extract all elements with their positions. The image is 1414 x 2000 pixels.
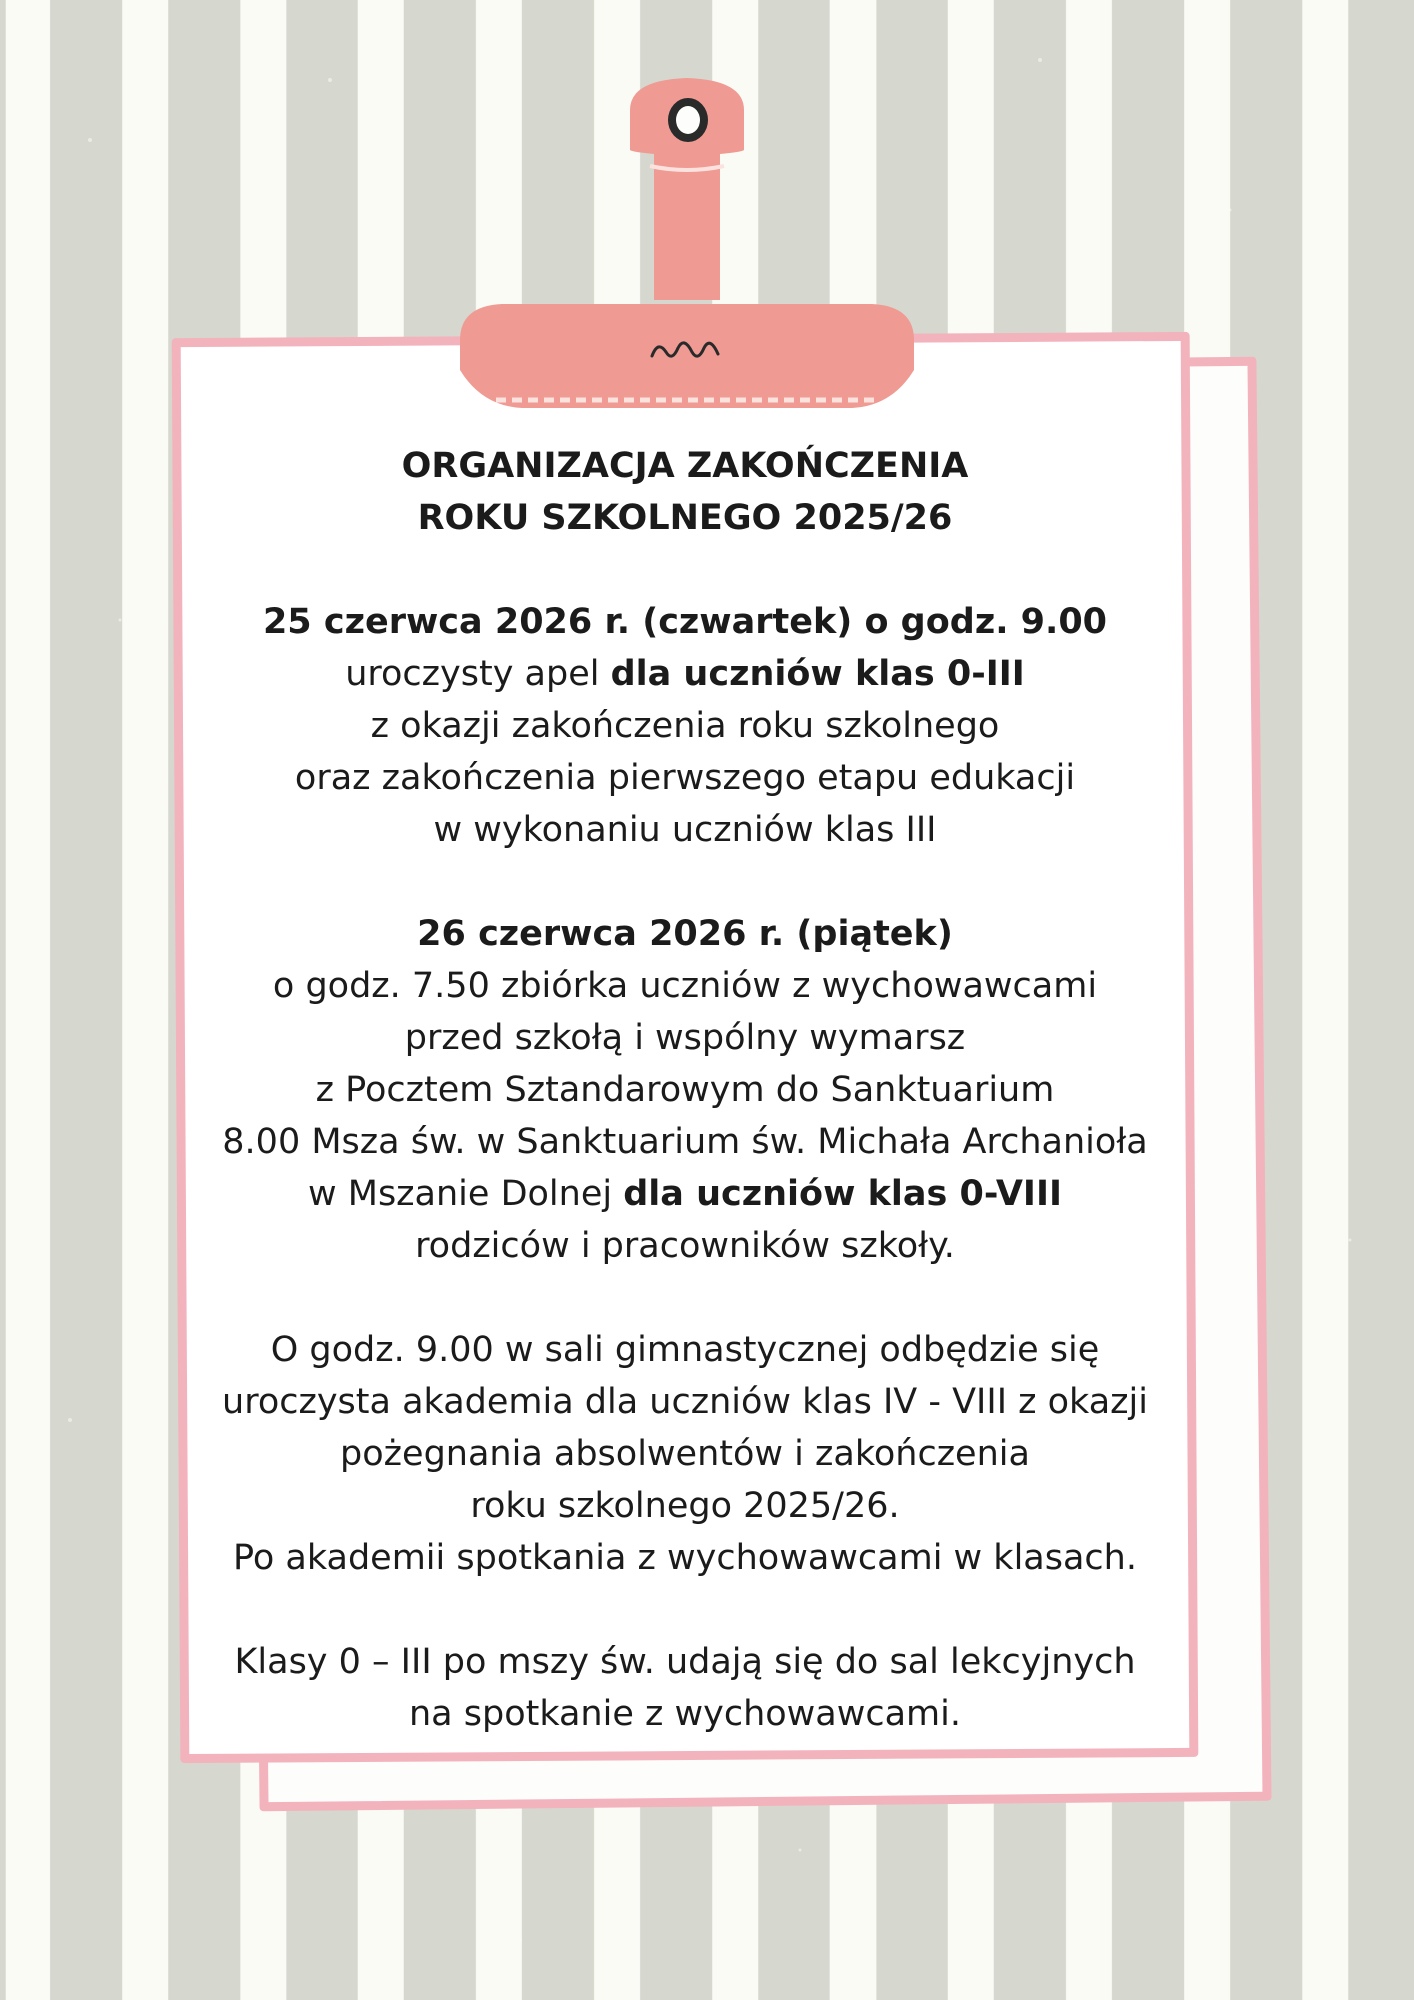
section1-line-2-text: uroczysty apel	[345, 654, 611, 694]
section4-line-2: na spotkanie z wychowawcami.	[408, 1694, 962, 1734]
section-june-25	[185, 596, 1185, 856]
section1-line-4: oraz zakończenia pierwszego etapu edukacji	[294, 758, 1076, 798]
section2-line-3: przed szkołą i wspólny wymarsz	[404, 1018, 966, 1058]
section-june-26	[185, 908, 1185, 1272]
section3-line-3: pożegnania absolwentów i zakończenia	[340, 1434, 1030, 1474]
section2-line-5: 8.00 Msza św. w Sanktuarium św. Michała Archanioła	[222, 1122, 1148, 1162]
section1-line-2	[185, 648, 1185, 700]
section3-line-4: roku szkolnego 2025/26.	[470, 1486, 900, 1526]
section-ceremony	[185, 1324, 1185, 1584]
section2-line-6-text: w Mszanie Dolnej	[308, 1174, 624, 1214]
section-classes-0-3	[185, 1636, 1185, 1740]
clipboard-clip-icon	[452, 70, 922, 420]
section1-line-3: z okazji zakończenia roku szkolnego	[370, 706, 1000, 746]
section3-line-2: uroczysta akademia dla uczniów klas IV - VIII z okazji	[222, 1382, 1148, 1422]
section1-line-2-bold: dla uczniów klas 0-III	[610, 654, 1025, 694]
section2-date: 26 czerwca 2026 r. (piątek)	[417, 914, 953, 954]
title-line-2: ROKU SZKOLNEGO 2025/26	[417, 498, 953, 538]
section1-date: 25 czerwca 2026 r. (czwartek) o godz. 9.00	[262, 602, 1108, 642]
section4-line-1: Klasy 0 – III po mszy św. udają się do sal lekcyjnych	[234, 1642, 1136, 1682]
announcement-content	[185, 440, 1185, 1740]
section1-line-5: w wykonaniu uczniów klas III	[433, 810, 937, 850]
announcement-title	[185, 440, 1185, 544]
title-line-1: ORGANIZACJA ZAKOŃCZENIA	[401, 446, 969, 486]
section2-line-7: rodziców i pracowników szkoły.	[415, 1226, 955, 1266]
section2-line-6-bold: dla uczniów klas 0-VIII	[623, 1174, 1062, 1214]
section2-line-6	[185, 1168, 1185, 1220]
section3-line-5: Po akademii spotkania z wychowawcami w klasach.	[233, 1538, 1137, 1578]
section3-line-1: O godz. 9.00 w sali gimnastycznej odbędzie się	[270, 1330, 1100, 1370]
section2-line-2: o godz. 7.50 zbiórka uczniów z wychowawcami	[272, 966, 1098, 1006]
section2-line-4: z Pocztem Sztandarowym do Sanktuarium	[315, 1070, 1055, 1110]
